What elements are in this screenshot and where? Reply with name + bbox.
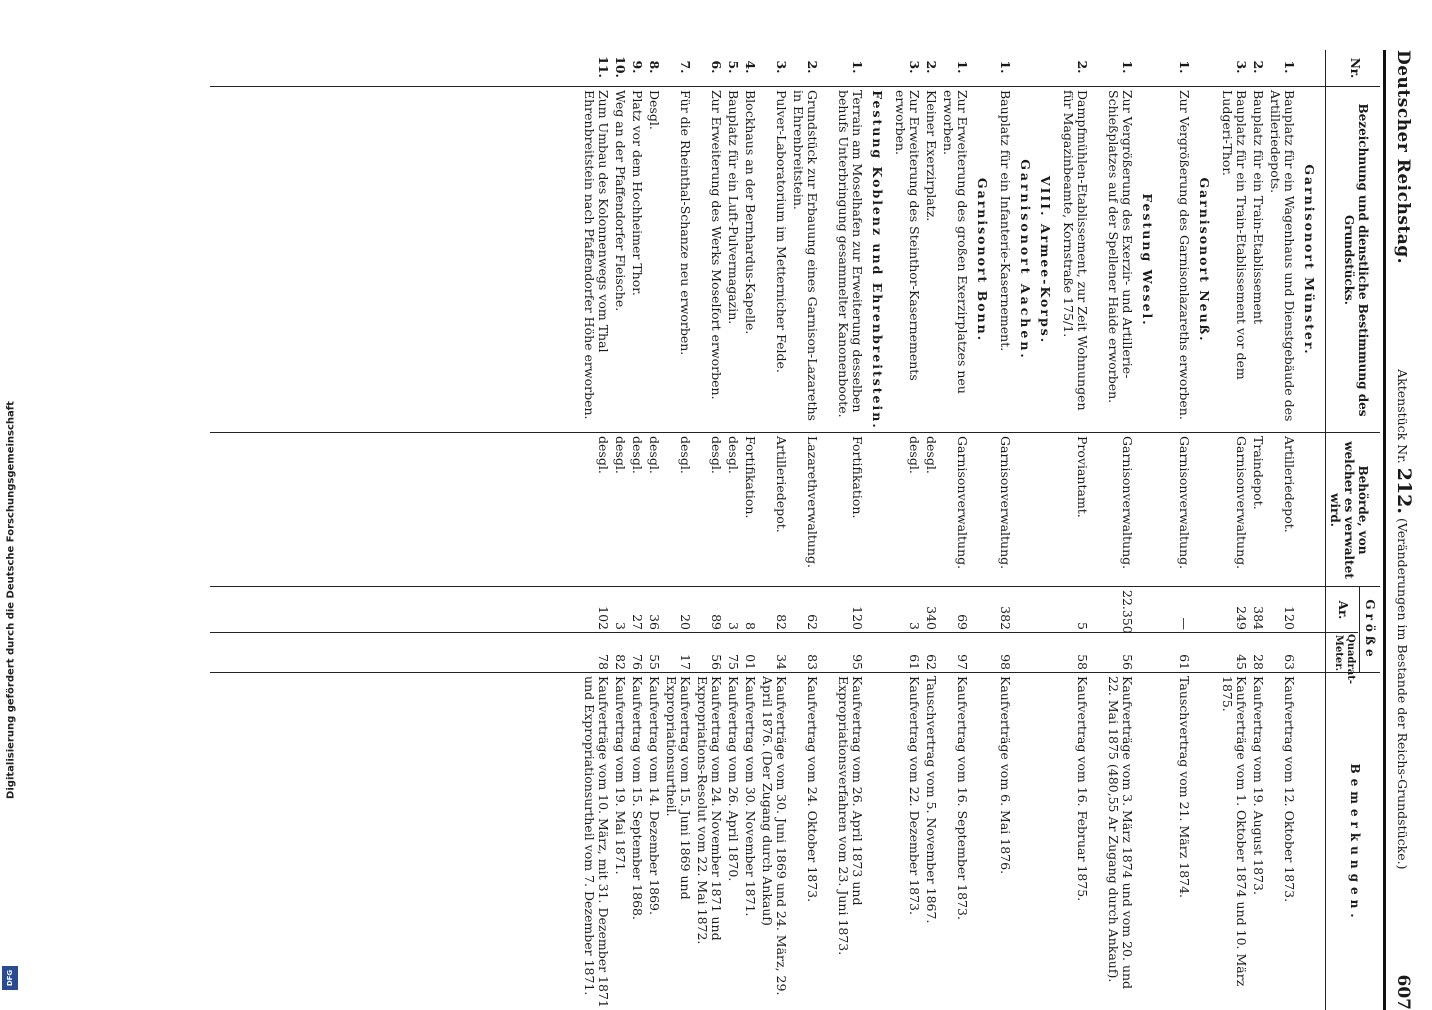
row-description: Bauplatz für ein Wagenhaus und Dienstgebäude des Artilleriedepots. — [1268, 90, 1296, 430]
row-description: Zum Umbau des Kolonnenwegs vom Thal Ehrenbreitstein nach Pfaffendorfer Höhe erworben. — [582, 90, 610, 430]
row-number: 1. — [850, 50, 864, 84]
row-authority: Artilleriedepot. — [1282, 436, 1296, 584]
row-remarks: Kaufverträge vom 6. Mai 1876. — [998, 676, 1012, 1010]
row-area-ar: 120 — [1282, 590, 1296, 630]
row-area-qm: 97 — [955, 636, 969, 670]
row-description: Bauplatz für ein Train-Etablissement — [1251, 90, 1265, 430]
row-number: 2. — [1075, 50, 1089, 84]
row-remarks: Kaufverträge vom 1. Oktober 1874 und 10. März 1875. — [1220, 676, 1248, 1010]
row-area-ar: 3 — [907, 590, 921, 630]
header-title — [1395, 369, 1411, 869]
column-header-size: Größe — [1363, 590, 1377, 670]
row-description: Grundstück zur Erbauung eines Garnison-Lazareths in Ehrenbreitstein. — [791, 90, 819, 430]
row-authority: desgl. — [924, 436, 938, 584]
row-area-qm: 58 — [1075, 636, 1089, 670]
header-title-number: 212. — [1393, 468, 1415, 514]
row-area-qm: 34 — [774, 636, 788, 670]
column-header-qm: Quadrat-Meter. — [1332, 634, 1356, 672]
row-remarks: Kaufvertrag vom 12. Oktober 1873. — [1282, 676, 1296, 1010]
section-heading: Garnisonort Münster. — [1302, 90, 1316, 430]
row-area-ar: 102 — [596, 590, 610, 630]
row-remarks: Kaufvertrag vom 22. Dezember 1873. — [907, 676, 921, 1010]
row-number: 3. — [1234, 50, 1248, 84]
row-number: 3. — [907, 50, 921, 84]
row-area-ar: 3 — [726, 590, 740, 630]
row-area-qm: 56 — [709, 636, 723, 670]
row-description: Zur Erweiterung des Werks Moselfort erworben. — [709, 90, 723, 430]
row-description: Platz vor dem Hochheimer Thor. — [630, 90, 644, 430]
header-title-prefix: Aktenstück Nr. — [1395, 369, 1410, 464]
row-area-ar: 20 — [678, 590, 692, 630]
row-description: Zur Erweiterung des Steinthor-Kasernements erworben. — [893, 90, 921, 430]
row-remarks: Tauschvertrag vom 21. März 1874. — [1177, 676, 1191, 1010]
row-authority: desgl. — [647, 436, 661, 584]
row-description: Terrain am Moselhafen zur Erweiterung desselben behufs Unterbringung gesammelter Kanonenboote. — [836, 90, 864, 430]
row-number: 11. — [596, 50, 610, 84]
row-remarks: Kaufvertrag vom 24. Oktober 1873. — [805, 676, 819, 1010]
page-number: 607 — [1396, 975, 1410, 1010]
header-subtitle: (Veränderungen im Bestande der Reichs-Grundstücke.) — [1395, 518, 1410, 869]
row-remarks: Tauschvertrag vom 5. November 1867. — [924, 676, 938, 1010]
row-area-qm: 95 — [850, 636, 864, 670]
row-authority: desgl. — [678, 436, 692, 584]
row-remarks: Kaufvertrag vom 16. Februar 1875. — [1075, 676, 1089, 1010]
row-area-qm: 28 — [1251, 636, 1265, 670]
row-area-qm: 55 — [647, 636, 661, 670]
row-description: Zur Vergrößerung des Garnisonlazareths erworben. — [1177, 90, 1191, 430]
row-authority: Fortifikation. — [850, 436, 864, 584]
row-description: Dampfmühlen-Etablissement, zur Zeit Wohnungen für Magazinbeamte, Kornstraße 175/1. — [1061, 90, 1089, 430]
row-area-qm: 62 — [924, 636, 938, 670]
row-description: Bauplatz für ein Train-Etablissement vor dem Ludgeri-Thor. — [1220, 90, 1248, 430]
row-area-ar: 62 — [805, 590, 819, 630]
row-remarks: Kaufvertrag vom 26. April 1873 und Expropriationsverfahren vom 23. Juni 1873. — [836, 676, 864, 1010]
row-authority: Garnisonverwaltung. — [955, 436, 969, 584]
row-remarks: Kaufverträge vom 10. März, mit 31. Dezember 1871 und Expropriationsurtheil vom 7. Dezember 1871. — [582, 676, 610, 1010]
row-authority: Proviantamt. — [1075, 436, 1089, 584]
row-area-ar: 3 — [613, 590, 627, 630]
row-number: 1. — [998, 50, 1012, 84]
column-divider — [210, 432, 1380, 433]
column-header-no: Nr. — [1348, 50, 1362, 86]
row-area-qm: 98 — [998, 636, 1012, 670]
row-number: 3. — [774, 50, 788, 84]
column-header-ar: Ar. — [1336, 588, 1350, 632]
row-description: Zur Erweiterung des großen Exerzirplatzes neu erworben. — [941, 90, 969, 430]
row-number: 1. — [1177, 50, 1191, 84]
row-area-qm: 82 — [613, 636, 627, 670]
row-authority: Lazarethverwaltung. — [805, 436, 819, 584]
row-authority: desgl. — [726, 436, 740, 584]
row-remarks: Kaufvertrag vom 19. August 1873. — [1251, 676, 1265, 1010]
row-area-ar: 22.350 — [1120, 590, 1134, 630]
row-area-qm: 56 — [1120, 636, 1134, 670]
row-area-ar: 120 — [850, 590, 864, 630]
row-description: Bauplatz für ein Luft-Pulvermagazin. — [726, 90, 740, 430]
row-area-qm: 61 — [907, 636, 921, 670]
row-remarks: Kaufvertrag vom 30. November 1871. — [743, 676, 757, 1010]
row-authority: desgl. — [709, 436, 723, 584]
row-number: 4. — [743, 50, 757, 84]
row-area-ar: 5 — [1075, 590, 1089, 630]
row-description: Zur Vergrößerung des Exerzir- und Artillerie-Schießplatzes auf der Spellener Haide erworben. — [1106, 90, 1134, 430]
section-subheading: Garnisonort Aachen. — [1018, 90, 1032, 430]
row-authority: Artilleriedepot. — [774, 436, 788, 584]
row-area-ar: — — [1177, 590, 1191, 630]
row-area-ar: 36 — [647, 590, 661, 630]
row-area-qm: 63 — [1282, 636, 1296, 670]
row-area-ar: 27 — [630, 590, 644, 630]
section-heading: Festung Wesel. — [1140, 90, 1154, 430]
section-heading: VIII. Armee-Korps. — [1038, 90, 1052, 430]
row-area-qm: 75 — [726, 636, 740, 670]
row-number: 1. — [1120, 50, 1134, 84]
row-area-qm: 83 — [805, 636, 819, 670]
document-page — [200, 50, 1420, 1010]
row-number: 10. — [613, 50, 627, 84]
column-header-authority: Behörde, von welcher es verwaltet wird. — [1328, 438, 1370, 582]
row-authority: Garnisonverwaltung. — [1120, 436, 1134, 584]
row-remarks: Kaufverträge vom 3. März 1874 und vom 20. und 22. Mai 1875 (480,55 Ar Zugang durch Ankauf). — [1106, 676, 1134, 1010]
row-remarks: Kaufvertrag vom 24. November 1871 und Expropriations-Resolut vom 22. Mai 1872. — [695, 676, 723, 1010]
row-area-ar: 8 — [743, 590, 757, 630]
row-number: 1. — [955, 50, 969, 84]
header-publication: Deutscher Reichstag. — [1396, 50, 1410, 264]
dfg-logo — [2, 966, 18, 990]
header-rule — [1325, 50, 1326, 1010]
page-header — [1383, 50, 1420, 1010]
row-authority: desgl. — [630, 436, 644, 584]
row-area-ar: 249 — [1234, 590, 1248, 630]
row-authority: Garnisonverwaltung. — [1234, 436, 1248, 584]
row-number: 2. — [1251, 50, 1265, 84]
row-number: 2. — [805, 50, 819, 84]
credit-strip — [0, 0, 22, 1000]
row-description: Pulver-Laboratorium im Metternicher Felde. — [774, 90, 788, 430]
row-area-ar: 82 — [774, 590, 788, 630]
row-number: 9. — [630, 50, 644, 84]
row-description: Kleiner Exerzirplatz. — [924, 90, 938, 430]
row-area-ar: 384 — [1251, 590, 1265, 630]
row-area-ar: 69 — [955, 590, 969, 630]
column-header-remarks: Bemerkungen. — [1348, 676, 1362, 1010]
row-area-ar: 89 — [709, 590, 723, 630]
row-authority: desgl. — [596, 436, 610, 584]
row-authority: Garnisonverwaltung. — [1177, 436, 1191, 584]
row-area-ar: 382 — [998, 590, 1012, 630]
row-authority: Garnisonverwaltung. — [998, 436, 1012, 584]
column-divider — [210, 586, 1380, 587]
row-area-qm: 78 — [596, 636, 610, 670]
dfg-logo-text: DFG — [6, 970, 14, 986]
row-description: Für die Rheinthal-Schanze neu erworben. — [678, 90, 692, 430]
row-area-qm: 45 — [1234, 636, 1248, 670]
row-number: 2. — [924, 50, 938, 84]
row-description: Bauplatz für ein Infanterie-Kasernement. — [998, 90, 1012, 430]
column-divider — [210, 672, 1380, 673]
row-description: Weg an der Pfaffendorfer Fleische. — [613, 90, 627, 430]
row-area-ar: 340 — [924, 590, 938, 630]
row-authority: Traindepot. — [1251, 436, 1265, 584]
row-area-qm: 61 — [1177, 636, 1191, 670]
row-remarks: Kaufvertrag vom 15. September 1868. — [630, 676, 644, 1010]
column-divider — [210, 632, 1358, 633]
row-description: Blockhaus an der Bernhardus-Kapelle. — [743, 90, 757, 430]
row-remarks: Kaufvertrag vom 14. Dezember 1869. — [647, 676, 661, 1010]
row-number: 7. — [678, 50, 692, 84]
row-remarks: Kaufvertrag vom 19. Mai 1871. — [613, 676, 627, 1010]
row-authority: desgl. — [613, 436, 627, 584]
row-authority: Fortifikation. — [743, 436, 757, 584]
row-authority: desgl. — [907, 436, 921, 584]
row-area-qm: 01 — [743, 636, 757, 670]
row-remarks: Kaufvertrag vom 15. Juni 1869 und Expropriationsurtheil. — [664, 676, 692, 1010]
column-header-description: Bezeichnung und dienstliche Bestimmung des Grundstücks. — [1342, 92, 1370, 428]
row-number: 8. — [647, 50, 661, 84]
row-description: Desgl. — [647, 90, 661, 430]
row-remarks: Kaufverträge vom 30. Juni 1869 und 24. März, 29. April 1876. (Der Zugang durch Ankauf) — [760, 676, 788, 1010]
row-area-qm: 76 — [630, 636, 644, 670]
property-table — [210, 50, 1380, 1010]
row-remarks: Kaufvertrag vom 26. April 1870. — [726, 676, 740, 1010]
credit-text: Digitalisierung gefördert durch die Deutsche Forschungsgemeinschaft — [6, 401, 17, 799]
section-heading: Garnisonort Neuß. — [1197, 90, 1211, 430]
row-remarks: Kaufvertrag vom 16. September 1873. — [955, 676, 969, 1010]
size-header-rule — [1359, 586, 1360, 672]
row-number: 5. — [726, 50, 740, 84]
section-heading: Festung Koblenz und Ehrenbreitstein. — [870, 90, 884, 430]
column-divider — [210, 86, 1380, 87]
row-number: 1. — [1282, 50, 1296, 84]
row-number: 6. — [709, 50, 723, 84]
section-heading: Garnisonort Bonn. — [975, 90, 989, 430]
row-area-qm: 17 — [678, 636, 692, 670]
